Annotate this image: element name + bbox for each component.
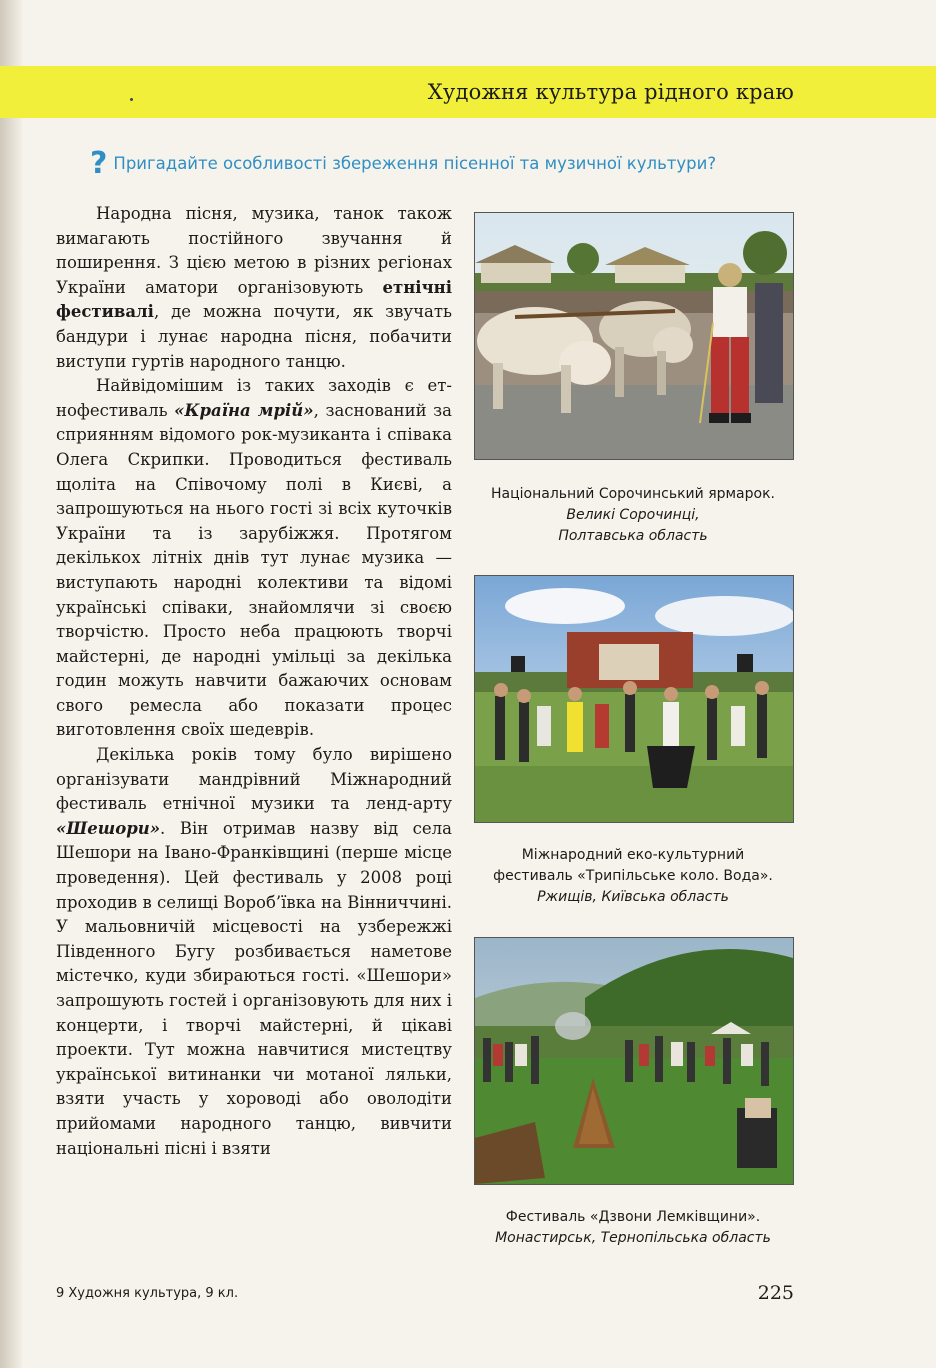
photo-trypillia-illustration (475, 576, 793, 822)
paragraph-festivals (56, 202, 452, 374)
paragraph-2-part-b: , заснований за сприянням відомого рок-музиканта і співака Олега Скрипки. Проводиться фестиваль щоліта на Співочому полі в Києві, а запрошуються на нього гості зі всіх куточків України та із зарубіжжя. Протягом декількох літніх днів тут лунає музика — виступають народні колективи та відомі українські співаки, знайомлячи зі своєю творчістю. Просто неба працюють творчі майстерні, де народні умільці за декілька годин можуть навчити бажаючих основам свого ремесла або показати процес виготовлення своїх шедеврів. (56, 400, 452, 740)
caption-trypillia-line-2: фестиваль «Трипільське коло. Вода». (493, 868, 773, 884)
photo-sorochyntsi-fair (474, 212, 794, 460)
paragraph-1-part-b: , де можна почути, як звучать бандури і лунає народна пісня, побачити виступи гуртів народного танцю. (56, 302, 452, 371)
caption-trypillia (468, 845, 798, 908)
caption-lemkivshchyna-place: Монастирськ, Тернопільська область (495, 1230, 771, 1246)
main-text-column (56, 202, 452, 1161)
paragraph-3-part-a: Декілька років тому було вирішено організувати мандрівний Міжнародний фестиваль етнічної музики та ленд-арту (56, 745, 452, 814)
photo-sorochyntsi-illustration (475, 213, 793, 459)
review-question-text: Пригадайте особливості збереження пісенної та музичної культури? (113, 154, 717, 173)
paragraph-sheshory (56, 743, 452, 1161)
caption-sorochyntsi-title: Національний Сорочинський ярмарок. (491, 486, 775, 502)
page-number: 225 (757, 1282, 794, 1304)
paragraph-1-part-a: Народна пісня, музика, танок також вимагають постійного звучання й поширення. З цією метою в різних регіонах України аматори організовують (56, 204, 452, 297)
photo-lemkivshchyna-bells (474, 937, 794, 1185)
caption-lemkivshchyna (468, 1207, 798, 1249)
festival-name-kraina-mrii: «Країна мрій» (174, 400, 314, 420)
review-question (90, 146, 850, 180)
paragraph-kraina-mrii (56, 374, 452, 743)
photo-trypillia-circle (474, 575, 794, 823)
caption-sorochyntsi-place-line-1: Великі Сорочинці, (566, 507, 700, 523)
term-ethnic-festivals: етнічні фестивалі (56, 277, 452, 322)
caption-trypillia-line-1: Міжнародний еко-культурний (521, 847, 745, 863)
photo-lemkivshchyna-illustration (475, 938, 793, 1184)
festival-name-sheshory: «Шешори» (56, 818, 161, 838)
question-mark-icon: ? (90, 146, 108, 181)
caption-trypillia-place: Ржищів, Київська область (537, 889, 729, 905)
caption-sorochyntsi (468, 484, 798, 547)
chapter-title: Художня культура рідного краю (427, 80, 794, 104)
footer-book-title: 9 Художня культура, 9 кл. (56, 1286, 239, 1301)
page-binding-shadow (0, 0, 22, 1368)
caption-sorochyntsi-place-line-2: Полтавська область (558, 528, 708, 544)
caption-lemkivshchyna-title: Фестиваль «Дзвони Лемківщини». (505, 1209, 761, 1225)
header-dot (130, 98, 133, 101)
paragraph-3-part-b: . Він отримав назву від села Шешори на Івано-Франківщині (перше місце проведення). Цей фестиваль у 2008 році проходив в селищі Вороб’ївка на Вінниччині. У мальовничій місцевості на узбережжі Південного Бугу розбивається наметове містечко, куди збираються гості. «Шешори» запрошують гостей і організовують для них і концерти, і творчі майстерні, й цікаві проекти. Тут можна навчитися мистецтву української витинанки чи мотаної ляльки, взяти участь у хороводі або оволодіти прийомами народного танцю, вивчити національні пісні і взяти (56, 818, 452, 1158)
paragraph-2-part-a: Найвідомішим із таких заходів є етнофестиваль (56, 376, 452, 420)
